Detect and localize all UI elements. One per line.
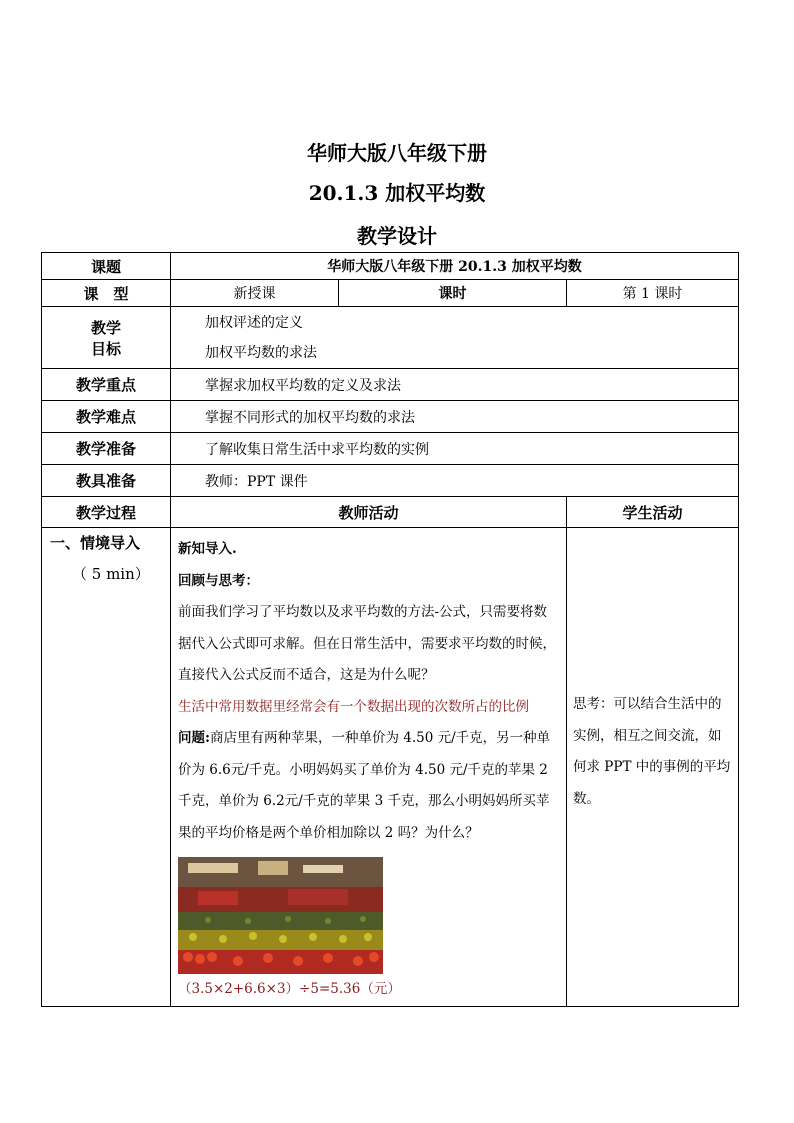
difficulty-label: 教学难点 bbox=[42, 401, 171, 433]
question-paragraph bbox=[178, 723, 560, 849]
document-title: 华师大版八年级下册 bbox=[307, 141, 487, 165]
goals-label bbox=[42, 307, 171, 369]
key-value: 掌握求加权平均数的定义及求法 bbox=[171, 369, 739, 401]
row-process-header bbox=[42, 497, 739, 528]
design-title: 教学设计 bbox=[357, 224, 437, 248]
lesson-plan-table bbox=[41, 252, 739, 1007]
tools-value: 教师：PPT 课件 bbox=[171, 465, 739, 497]
prep-value: 了解收集日常生活中求平均数的实例 bbox=[171, 433, 739, 465]
stage-cell bbox=[42, 528, 171, 1007]
question-label: 问题: bbox=[178, 730, 210, 746]
row-prep bbox=[42, 433, 739, 465]
student-spacer bbox=[573, 534, 732, 689]
row-goals bbox=[42, 307, 739, 369]
hours-label: 课时 bbox=[339, 280, 567, 307]
type-label: 课 型 bbox=[42, 280, 171, 307]
goal-item: 加权评述的定义 bbox=[205, 314, 303, 331]
goals-label-line2: 目标 bbox=[90, 339, 121, 358]
row-tools bbox=[42, 465, 739, 497]
teacher-activity-header: 教师活动 bbox=[171, 497, 567, 528]
difficulty-value: 掌握不同形式的加权平均数的求法 bbox=[171, 401, 739, 433]
topic-value: 华师大版八年级下册 20.1.3 加权平均数 bbox=[171, 253, 739, 280]
formula-line: （3.5×2+6.6×3）÷5=5.36（元） bbox=[178, 981, 401, 997]
prep-label: 教学准备 bbox=[42, 433, 171, 465]
goal-item: 加权平均数的求法 bbox=[205, 344, 317, 361]
intro-line: 新知导入. bbox=[178, 541, 237, 557]
row-difficulty bbox=[42, 401, 739, 433]
student-activity-cell bbox=[567, 528, 739, 1007]
lesson-title: 20.1.3 加权平均数 bbox=[308, 181, 486, 205]
student-thinking: 思考：可以结合生活中的实例，相互之间交流，如何求 PPT 中的事例的平均数。 bbox=[573, 696, 731, 807]
goals-value bbox=[171, 307, 739, 369]
type-value: 新授课 bbox=[171, 280, 339, 307]
stage-duration: （ 5 min） bbox=[72, 565, 150, 583]
hours-value: 第 1 课时 bbox=[567, 280, 739, 307]
row-intro-stage bbox=[42, 528, 739, 1007]
topic-label: 课题 bbox=[42, 253, 171, 280]
key-label: 教学重点 bbox=[42, 369, 171, 401]
row-type bbox=[42, 280, 739, 307]
row-topic bbox=[42, 253, 739, 280]
tools-label: 教具准备 bbox=[42, 465, 171, 497]
review-paragraph: 前面我们学习了平均数以及求平均数的方法-公式，只需要将数据代入公式即可求解。但在日常生活中，需要求平均数的时候，直接代入公式反而不适合，这是为什么呢？ bbox=[178, 604, 556, 683]
teacher-activity-cell bbox=[171, 528, 567, 1007]
supermarket-photo bbox=[178, 857, 383, 974]
process-label: 教学过程 bbox=[42, 497, 171, 528]
question-text: 商店里有两种苹果，一种单价为 4.50 元/千克，另一种单价为 6.6元/千克。小明妈妈买了单价为 4.50 元/千克的苹果 2 千克，单价为 6.2元/千克的苹果 3 千克，那么小明妈妈所买苹果的平均价格是两个单价相加除以 2 吗？为什么？ bbox=[178, 730, 551, 841]
stage-name: 一、情境导入 bbox=[50, 534, 141, 552]
student-activity-header: 学生活动 bbox=[567, 497, 739, 528]
row-key bbox=[42, 369, 739, 401]
review-heading: 回顾与思考： bbox=[178, 572, 259, 589]
goals-label-line1: 教学 bbox=[90, 318, 121, 337]
highlight-line: 生活中常用数据里经常会有一个数据出现的次数所占的比例 bbox=[178, 698, 529, 715]
